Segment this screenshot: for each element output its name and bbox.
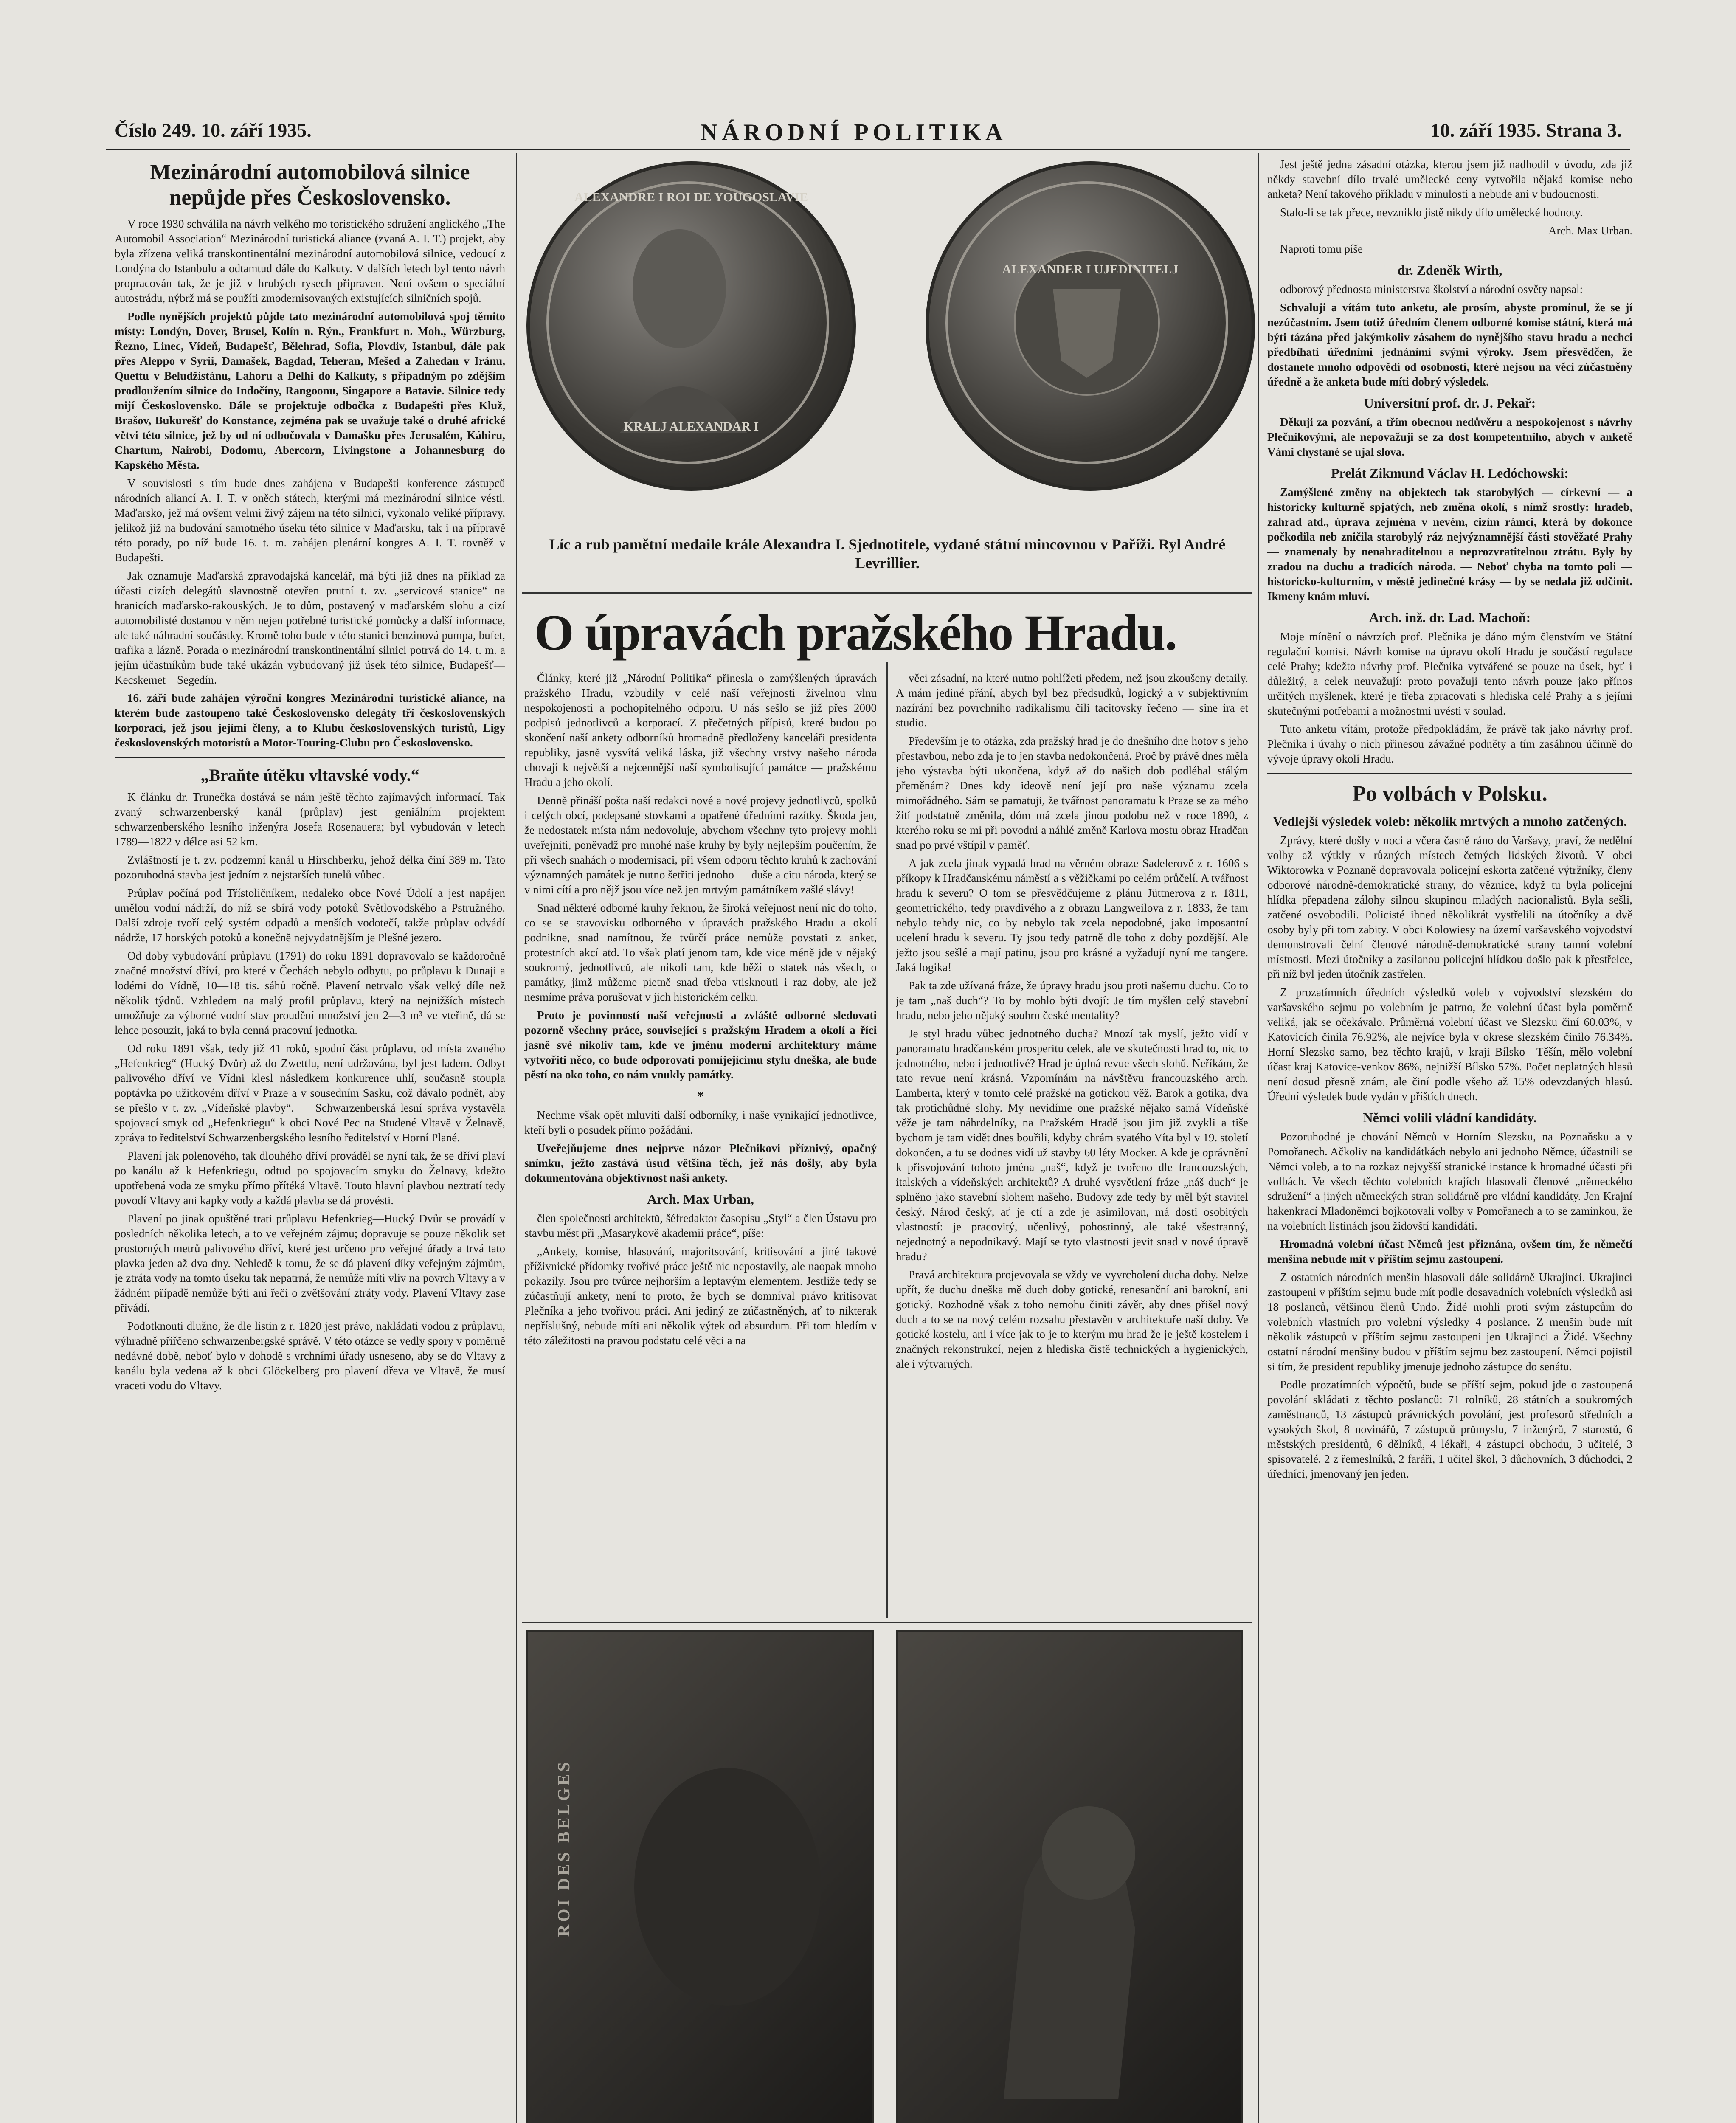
section-title-nemci: Němci volili vládní kandidáty.: [1363, 1110, 1537, 1125]
author-name: Prelát Zikmund Václav H. Ledóchowski:: [1331, 465, 1569, 481]
signature: Arch. Max Urban.: [1548, 224, 1632, 237]
column-divider-1: [516, 153, 517, 2123]
paragraph: Proto je povinností naší veřejnosti a zvláště odborné sledovati pozorně všechny práce, související s pražským Hradem a okolí a říci jasně své nikoliv tam, kde ve jménu moderní architektury máme vytvořiti něco, co bude odporovati pomíjejícímu stylu dneška, ale bude pěstí na oko toho, co nám vnukly památky.: [524, 1009, 877, 1081]
paragraph: Články, které již „Národní Politika“ přinesla o zamýšlených úpravách pražského Hradu, vzbudily v celé naší veřejnosti živelnou vlnu nespokojenosti a pochopitelného odporu. U nás sešlo se již přes 2000 podpisů jednotlivců a korporací. Z přečetných přípisů, které budou po skončení naší ankety odborníků hromadně předloženy kanceláři presidenta republiky, jasně vysvítá veliká láska, již všechny vrstvy našeho národa chovají k největší a nejcennější naší symbolisující památce — pražskému Hradu a jeho okolí.: [524, 672, 877, 788]
paragraph: Pak ta zde užívaná fráze, že úpravy hradu jsou proti našemu duchu. Co to je tam „naš duch“? To by mohlo býti dvojí: Je tím myšlen celý stavební hradu, nebo jeho nějaký souhrn české mentality?: [896, 979, 1248, 1022]
paragraph: Je styl hradu vůbec jednotného ducha? Mnozí tak myslí, ježto vidí v panoramatu hradčanském prosperitu celek, ale ve skutečnosti hrad to, nic to jednotného, nebo i jednotlivé? Hrad je úplná revue všech slohů. Neříkám, že tato revue není krásná. Vzpomínám na návštěvu francouzského arch. Lamberta, který v tomto celé pražské na gotickou věž. Barok a gotika, dva tak protichůdné slohy. My nevidíme one pražské nějako samá Vídeňské věže je tam náhrdelníky, na Pražském Hradě jsou jim již zvykli a tiše bychom je tam vidět dnes bouřili, kdyby chrám svatého Víta byl v 19. století dokončen, a tu se dodnes vidí už stavby 60 léty Mocker. A kde je oprávnění k přisvojování tohoto jména „naš“, když je tvořeno dle francouzských, italských a vídeňských architektů? A druhé vysvětlení fráze „náš duch“ je splněno jako stavební slohem našeho. Budovy zde tedy by měl být stavitel český. Národ český, ať je ctí a zde je asimilovan, má dosti osobitých vlastností: je pracovitý, učenlivý, pohostinný, ale také všestranný, nejednotný a nepodnikavý. Mají se tyto vlastnosti jevit snad v nové úpravě hradu?: [896, 1027, 1248, 1263]
page-number-right: 10. září 1935. Strana 3.: [1430, 119, 1622, 141]
paragraph: V souvislosti s tím bude dnes zahájena v Budapešti konference zástupců národních aliancí A. I. T. v oněch státech, kterými má mezinárodní silnice vésti. Maďarsko, jež má ovšem velmi živý zájem na této silnici, vykonalo veliké přípravy, jelikož již na budování samotného úseku této silnice v Maďarsku, tak i na přípravě této porady, po níž bude 16. t. m. zahájen plenární kongres A. I. T. rovněž v Budapešti.: [115, 477, 505, 564]
section-star: *: [697, 1088, 704, 1104]
column-center-left: [524, 671, 877, 1613]
paragraph: člen společnosti architektů, šéfredaktor časopisu „Styl“ a člen Ústavu pro stavbu měst při „Masarykově akademii práce“, píše:: [524, 1212, 877, 1239]
paragraph: Z prozatímních úředních výsledků voleb v vojvodství slezském do varšavského sejmu po volebním je patrno, že volební účast byla poměrně veliká, jak se očekávalo. Průměrná volební účast ve Slezsku činí 60.03%, v Katovicích činila 76.92%, ale nejvíce byla v okrese slezském činilo 76.34%. Horní Slezsko samo, bez těchto krajů, v kraji Bílsko—Těšín, mělo volební účast kraj Katovice-venkov 86%, nejnižší Bílsko 57%. Počet neplatných hlasů není dosud přesně znám, ale činí podle všeho až 15% odevzdaných hlasů. Úřední výsledek bude vydán v příštích dnech.: [1267, 986, 1632, 1103]
article-title-polsko: Po volbách v Polsku.: [1352, 782, 1547, 806]
paragraph: Jak oznamuje Maďarská zpravodajská kancelář, má býti již dnes na příklad za účasti cizích delegátů slavnostně otevřen prutní t. zv. „servicová stanice“ na hranicích maďarsko-rakouských. Je to dům, postavený v maďarském slohu a cizí automobilisté dostanou v něm nejen potřebné turistické pomůcky a další informace, ale také náhradní součástky. Kromě toho bude v této stanici benzinová pumpa, bufet, trafika a lázně. Porada o mezinárodní transkontinentální silnici potrvá do 14. t. m. a jejím účastníkům bude také ukázán vybudovaný již úsek této silnice, Budapešť—Kecskemet—Segedín.: [115, 569, 505, 686]
paragraph: Zamýšlené změny na objektech tak starobylých — církevní — a historicky kulturně spjatých, neb změna okolí, s nímž srostly: hradeb, zahrad atd., úprava zejména v nevém, cizím rámci, která by dokonce počkodila neb zničila starobylý ráz nejvýznamnější části stověžaté Prahy — znamenaly by nenahraditelnou a neprozvratitelnou ztrátu. Byly by zradou na duchu a tradicích národa. — Neboť chyba na tomto poli — historicko-kulturním, v městě jedinečné krásy — by se nedala již odčinit. Ikmeny knám mluví.: [1267, 486, 1632, 603]
paragraph: Pozoruhodné je chování Němců v Horním Slezsku, na Poznaňsku a v Pomořanech. Ačkoliv na kandidátkách nebylo ani jednoho Němce, účastnili se Němci voleb, a to na rozkaz nejvyšší stranické instance k hromadné účasti při volbách. Ve všech těchto volebních krajích hlasovali členové „německého sdružení“ a jiných německých stran solidárně pro vládní kandidáty. Jen Krajní hakenkrací Mladoněmci bojkotovali volby v Pomořanech a to se zaminkou, že na volebních listinách jsou židovští kandidáti.: [1267, 1130, 1632, 1232]
paragraph: Snad některé odborné kruhy řeknou, že široká veřejnost není nic do toho, co se se stavovisku odborného v úpravách pražského Hradu a okolí podnikne, snad namítnou, že tvůrčí práce nemůže povstati z anket, protestních akcí atd. To však platí jenom tam, kde vice méně jde v nějaký soukromý, jednotlivců, ale nikoli tam, kde běží o statek nás všech, o památky, jimž můžeme pietně snad třeba vtisknouti i raz doby, ale jež nesmíme práva porušovat v jich historickém celku.: [524, 901, 877, 1003]
medals-caption: Líc a rub pamětní medaile krále Alexandra I. Sjednotitele, vydané státní mincovnou v Paříži. Ryl André Levrillier.: [549, 536, 1226, 572]
paragraph: Průplav počíná pod Třístoličníkem, nedaleko obce Nové Údolí a jest napájen umělou vodní nádrží, do níž se sbírá vody potoků Světlovodského a Pstružného. Další zdroje tvoří celý systém odpadů a menších vodotečí, takže průplav odvádí nádrže, 17 horských potoků a konečně nejvydatnějším je Plešné jezero.: [115, 887, 505, 944]
paragraph: V roce 1930 schválila na návrh velkého mo toristického sdružení anglického „The Automobil Association“ Mezinárodní turistická aliance (zvaná A. I. T.) projekt, aby byla zřízena veliká transkontinentální mezinárodní automobilová silnice, vedoucí z Londýna do Istanbulu a odtamtud dále do Kalkuty. V dalších letech byl tento návrh propracován tak, že je již v hrubých rysech připraven. Není ovšem o speciální autostrádu, nýbrž má se použíti zmodernisovaných existujících silničních spojů.: [115, 217, 505, 304]
paragraph: Plavení po jinak opuštěné trati průplavu Hefenkrieg—Hucký Dvůr se provádí v posledních několika letech, a to ve veřejném zájmu; dopravuje se pouze několik set prostorných metrů palivového dříví, které jest určeno pro veřejné úřady a trvá tato plavka jeden až dva dny. Nehledě k tomu, že se dá plavení díky veřejným zájmům, je ztráta vody na tomto úseku tak nepatrná, že nemůže míti vliv na povrch Vltavy a v žádném případě nemůže býti ani řeči o zvětšování ztráty vody. Plavení Vltavy zase přivádí.: [115, 1212, 505, 1314]
paragraph: Denně přináší pošta naší redakci nové a nové projevy jednotlivců, spolků i celých obcí, podepsané stovkami a opatřené úředními razítky. Škoda jen, že nedostatek místa nám nedovoluje, abychom všechny tyto projevy mohli uveřejniti, poněvadž pro mnohé naše kruhy by byly nejlepším poučením, že při všech snahách o modernisaci, při všem odporu těchto kruhů k zachování významných památek je nutno šetřiti jednoho — duše a citu národa, který se v nimi cítí a pro nějž jsou více než jen mrtvým památníkem zašlé slávy!: [524, 794, 877, 896]
divider: [115, 757, 505, 758]
divider: [522, 592, 1252, 594]
paragraph: věci zásadní, na které nutno pohlížeti předem, než jsou zkoušeny detaily. A mám jediné přání, abych byl bez předsudků, logický a v subjektivním nazírání bez povrchního radikalismu čili tacitovsky řečeno — sine ira et studio.: [896, 672, 1248, 729]
medal-portrait-icon: [526, 161, 849, 484]
divider: [522, 1622, 1252, 1623]
author-name: Arch. inž. dr. Lad. Machoň:: [1369, 610, 1531, 625]
paragraph: Podle nynějších projektů půjde tato mezinárodní automobilová spoj těmito místy: Londýn, Dover, Brusel, Kolín n. Rýn., Frankfurt n. Moh., Würzburg, Řezno, Linec, Vídeň, Budapešť, Bělehrad, Sofia, Plovdiv, Istanbul, dále pak přes Aleppo v Syrii, Damašek, Bagdad, Teheran, Mešed a Zahedan v Iránu, Quettu v Beludžistánu, Lahoru a Delhi do Kalkuty, s případným po zdějším prodloužením silnice do Indočíny, Rangoonu, Singapore a Batavie. Silnice tedy mijí Československo. Dále se projektuje odbočka z Budapešti přes Kluž, Brašov, Bukurešť do Konstance, zejména pak se uvažuje také o druhé africké větvi této silnice, jež by od ní odbočovala v Damašku přes Jerusalém, Káhiru, Chartum, Nairobi, Dodomu, Abercorn, Livingstone a Johannesburg do Kapského Města.: [115, 310, 505, 471]
paragraph: K článku dr. Trunečka dostává se nám ještě těchto zajímavých informací. Tak zvaný schwarzenberský kanál (průplav) jest geniálním projektem schwarzenberského lesního inženýra Josefa Rosenauera; byl vybudován v letech 1789—1822 v délce asi 52 km.: [115, 791, 505, 848]
paragraph: Od roku 1891 však, tedy již 41 roků, spodní část průplavu, od místa zvaného „Hefenkrieg“ (Hucký Dvůr) až do Zwettlu, není udržována, byl jest ladem. Odbyt palivového dříví ve Vídni klesl následkem konkurence uhlí, současně stoupla poptávka po užitkovém dříví v Praze a v sousedním Sasku, což dávalo podnět, aby se přešlo v t. zv. „Vídeňské plavby“. — Schwarzenberská lesní správa vystavěla spojovací smyk od „Hefenkriegu“ k obci Nové Pec na Studené Vltavě v Želnavě, zpráva to ředitelství Schwarzenbergského lesního ředitelství v Horní Plané.: [115, 1042, 505, 1144]
paragraph: Především je to otázka, zda pražský hrad je do dnešního dne hotov s jeho přestavbou, nebo zda je to jen stavba nedokončená. Proč by právě dnes měla jeho výstavba býti ukončena, když až do našich dob podléhal stálým přeměnám? Dnes kdy ideově není její pro naše významu zcela mimořádného. Sám se pamatuji, že tvářnost panoramatu k Praze se za mého žití podstatně změnila, dóm má zcela jinou podobu než v roce 1890, z kterého roku se mi při povodni a náhlé změně Karlova mostu obraz Hradčan snad po prvé vštípil v paměť.: [896, 735, 1248, 851]
paragraph: A jak zcela jinak vypadá hrad na věrném obraze Sadelerově z r. 1606 s příkopy k Hradčanskému náměstí a s věžičkami po celém průčelí. A tvářnost hradu k severu? O tom se přesvědčujeme z plánu Jüttnerova z r. 1811, geometrického, tedy pravdivého a z obrazu Langweilova z r. 1833, že tam nebylo tehdy nic, co by nebylo tak zcela nepodobné, jako imposantní ucelení hradu k severu. Ty jsou tedy patrně dle toho z doby pozdější. Ale ježto jsou sešlé a mají patinu, jsou pro krásné a vyžadují nyní me tangere. Jaká logika!: [896, 857, 1248, 974]
column-right: [1267, 157, 1632, 2123]
paragraph: Moje mínění o návrzích prof. Plečnika je dáno mým členstvím ve Státní regulační komisi. Návrh komise na úpravu okolí Hradu je součástí regulace celé Prahy; kdežto návrhy prof. Plečnika vytvářené se pouze na úsek, byť i důležitý, a celek neuvažují: proto považuji tento návrh pouze jako přínos určitých myšlenek, které je třeba zpracovati s hlediska celé Prahy a s jejími skutečnými potřebami a možnostmi uvésti v soulad.: [1267, 630, 1632, 717]
divider: [1267, 773, 1632, 774]
paragraph: Zvláštností je t. zv. podzemní kanál u Hirschberku, jehož délka činí 389 m. Tato pozoruhodná stavba jest jedním z nejstarších tunelů vůbec.: [115, 853, 505, 881]
king-profile-icon: [528, 1632, 872, 2123]
article-title-autosilnice: Mezinárodní automobilová silnice nepůjde přes Československo.: [150, 160, 470, 210]
article-title-hrad: O úpravách pražského Hradu.: [534, 604, 1177, 661]
paragraph: Schvaluji a vítám tuto anketu, ale prosím, abyste prominul, že se jí nezúčastním. Jsem totiž úředním členem odborné komise státní, která má býti tázána před jakýmkoliv zásahem do nynějšího stavu hradu a nechci předbíhati úředními jednáními svými výroky. Jsem přesvědčen, že dostanete mnoho odpovědí od osobností, které nejsou na věci zúčastněny úředně a že anketa bude míti dobrý výsledek.: [1267, 301, 1632, 388]
paragraph: 16. září bude zahájen výroční kongres Mezinárodní turistické aliance, na kterém bude zastoupeno také Československo delegáty tří československých korporací, jež jsou jejími členy, a to Klubu československých turistů, Ligy československých motoristů a Motor-Touring-Clubu pro Československo.: [115, 692, 505, 749]
medal-sub-left: KRALJ ALEXANDAR I: [623, 420, 759, 434]
paragraph: Děkuji za pozvání, a třím obecnou nedůvěru a nespokojenost s návrhy Plečnikovými, ale nepovažuji se za dost kompetentního, abych v anketě Vámi chystané se ujal slova.: [1267, 416, 1632, 458]
masthead: [106, 115, 1630, 150]
paragraph: Tuto anketu vítám, protože předpokládám, že právě tak jako návrhy prof. Plečnika i úvahy o nich přinesou závažné podněty a tím zasáhnou účinně do vývoje úpravy okolí Hradu.: [1267, 723, 1632, 765]
column-divider-3: [886, 662, 888, 1618]
medal-obverse-image: [526, 161, 856, 491]
medal-legend-right: ALEXANDER I UJEDINITELJ: [1002, 262, 1179, 276]
medal-coat-of-arms-icon: [926, 161, 1248, 484]
plaque-legend: ROI DES BELGES: [554, 1760, 573, 1937]
paragraph: odborový přednosta ministerstva školství a národní osvěty napsal:: [1280, 283, 1583, 296]
paragraph: „Ankety, komise, hlasování, majoritsování, kritisování a jiné takové příživnické přídomky tvořivé práce ještě nic nepostavily, ale naopak mnoho pokazily. Jsou pro tvůrce nejhorším a leptavým elementem. Jestliže tedy se zúčastňují ankety, není to proto, že bych se domníval právo kritisovat Plečníka a jeho tvořivou práci. Ani jediný ze zúčastněných, ať to nikterak nepříslušný, nebude míti ani několik výtek od absurdum. Při tom hledím v této záležitosti na pravou podstatu celé věci a na: [524, 1245, 877, 1347]
newspaper-title: NÁRODNÍ POLITIKA: [701, 119, 1007, 146]
paragraph: Nechme však opět mluviti další odborníky, i naše vynikající jednotlivce, kteří byli o posudek přímo požádáni.: [524, 1109, 877, 1136]
column-divider-2: [1258, 153, 1259, 2123]
column-left: [115, 157, 505, 2123]
plaque-portrait-image: [526, 1630, 874, 2123]
article-title-vltava: „Braňte útěku vltavské vody.“: [200, 766, 419, 785]
author-name: Arch. Max Urban,: [647, 1191, 754, 1207]
paragraph: Z ostatních národních menšin hlasovali dále solidárně Ukrajinci. Ukrajinci zastoupeni v příštím sejmu bude mít podle dosavadních volebních výsledků asi 18 poslanců, většinou členů Undo. Židé mohli proti svým zástupcům do volebních vlastních pro volební výsledky 4 poslance. Z menšin bude mít několik zástupců v příštím sejmu zastoupeni jen Ukrajinci a Židé. Všechny ostatní národní menšiny budou v příštím sejmu bez zastoupení. Němci pojistil si tím, že president republiky jmenuje jednoho zástupce do senátu.: [1267, 1271, 1632, 1373]
paragraph: Uveřejňujeme dnes nejprve názor Plečnikovi příznivý, opačný snímku, ježto zastává úsud většina těch, jež nás došly, aby byla dokumentována objektivnost naší ankety.: [524, 1142, 877, 1184]
paragraph: Podotknouti dlužno, že dle listin z r. 1820 jest právo, nakládati vodou z průplavu, výhradně přiřčeno schwarzenbergské správě. V této otázce se vedly spory v poměrně nedávné době, neboť bylo v dohodě s vrchními úřady usneseno, aby se do Vltavy z kanálu byla vedena až k obci Glöckelberg pro plavení dřeva ve Vltavě, že musí vraceti vodu do Vltavy.: [115, 1320, 505, 1392]
paragraph: Stalo-li se tak přece, nevzniklo jistě nikdy dílo umělecké hodnoty.: [1280, 206, 1583, 219]
article-subtitle-polsko: Vedlejší výsledek voleb: několik mrtvých a mnoho zatčených.: [1272, 814, 1627, 829]
paragraph: Jest ještě jedna zásadní otázka, kterou jsem již nadhodil v úvodu, zda již někdy stavební dílo trvalé umělecké ceny vytvořila nějaká komise nebo anketa? Není takového příkladu v minulosti a nebude ani v budoucnosti.: [1267, 158, 1632, 200]
author-name: dr. Zdeněk Wirth,: [1397, 262, 1502, 278]
medal-reverse-image: [926, 161, 1255, 491]
paragraph: Pravá architektura projevovala se vždy ve vyvrcholení ducha doby. Nelze upřít, že duchu dneška mě duch doby gotické, renesanční ani barokní, ani gotický. Rozhodně však z toho nemohu činiti závěr, aby dnes přišel nový duch a to se na nový celém rozsahu přestavěn v architektuře naší doby. Ve gotické kostelu, ani i více jak to je to kterým mu hrad že je ještě kostelem i značných rekonstrukcí, nejen z hlediska čistě technických a hygienických, ale i výtvarných.: [896, 1268, 1248, 1370]
paragraph: Podle prozatímních výpočtů, bude se příští sejm, pokud jde o zastoupená povolání skládati z těchto poslanců: 71 rolníků, 28 státních a soukromých zaměstnanců, 13 zástupců právnických povolání, jest profesorů středních a vysokých škol, 8 novinářů, 7 zástupců průmyslu, 7 inženýrů, 7 starostů, 6 městských presidentů, 6 dělníků, 4 lékaři, 4 zástupci obchodu, 3 učitelé, 3 spisovatelé, 2 z řemeslníků, 2 faráři, 1 učitel škol, 3 důchovních, 3 důchodci, 2 úředníci, jmenovaný jen jeden.: [1267, 1378, 1632, 1480]
medal-legend-left: ALEXANDRE I ROI DE YOUGOSLAVIE: [574, 190, 808, 204]
paragraph: Hromadná volební účast Němců jest přiznána, ovšem tím, že němečtí menšina nebude mít v příštím sejmu zastoupení.: [1267, 1238, 1632, 1265]
column-center-right: [896, 671, 1248, 1613]
paragraph: Od doby vybudování průplavu (1791) do roku 1891 dopravovalo se každoročně značné množství dříví, pro které v Čechách nebylo odbytu, po průplavu k Dunaji a lodémi do Vídně, 10—18 tis. sáhů ročně. Plavení netrvalo však velký díle než několik týdnů. Vzhledem na malý profil průplavu, který na nejnižších místech umožňuje za výborné vodní stav proudění množství jen 2—3 m³ ve vteřině, dá se lehce posouzit, jaká to byla cenná pracovní jednotka.: [115, 949, 505, 1036]
lion-icon: [898, 1632, 1241, 2123]
paragraph: Plavení jak polenového, tak dlouhého dříví prováděl se nyní tak, že se dříví plaví po kanálu až k Hefenkriegu, odtud po spojovacím smyku do Želnavy, kdežto upotřebená voda ze smyku přímo přítéká Vltavě. Touto hlavní plavbou neztratí tedy povodí Vltavy ani kapky vody a každá plavba se dá provésti.: [115, 1149, 505, 1207]
paragraph: Naproti tomu píše: [1280, 242, 1363, 255]
author-name: Universitní prof. dr. J. Pekař:: [1364, 395, 1536, 411]
paragraph: Zprávy, které došly v noci a včera časně ráno do Varšavy, praví, že nedělní volby až výtkly v různých místech četných lidských životů. V obci Wiktorowka v Poznaně dopravovala policejní eskorta zatčené výtržníky, členy odborové národně-demokratické strany, do věznice, když tu byla policejní hlídka přepadena zálohy silnou skupinou mladých nacionalistů. Byla sešli, zatčené osvobodili. Policisté ihned několikrát vystřelili na útočníky a dvě osoby byly při tom zabity. V obci Kolowiesy na území varšavského vojvodství demonstrovali čelní členové národně-demokratické strany tamní volební místnosti. Mezi útočníky a zasílanou policejní hlídkou došlo pak k přestřelce, při níž byl jeden útočník zastřelen.: [1267, 834, 1632, 980]
plaque-lion-image: [896, 1630, 1243, 2123]
issue-date-left: Číslo 249. 10. září 1935.: [115, 119, 312, 141]
